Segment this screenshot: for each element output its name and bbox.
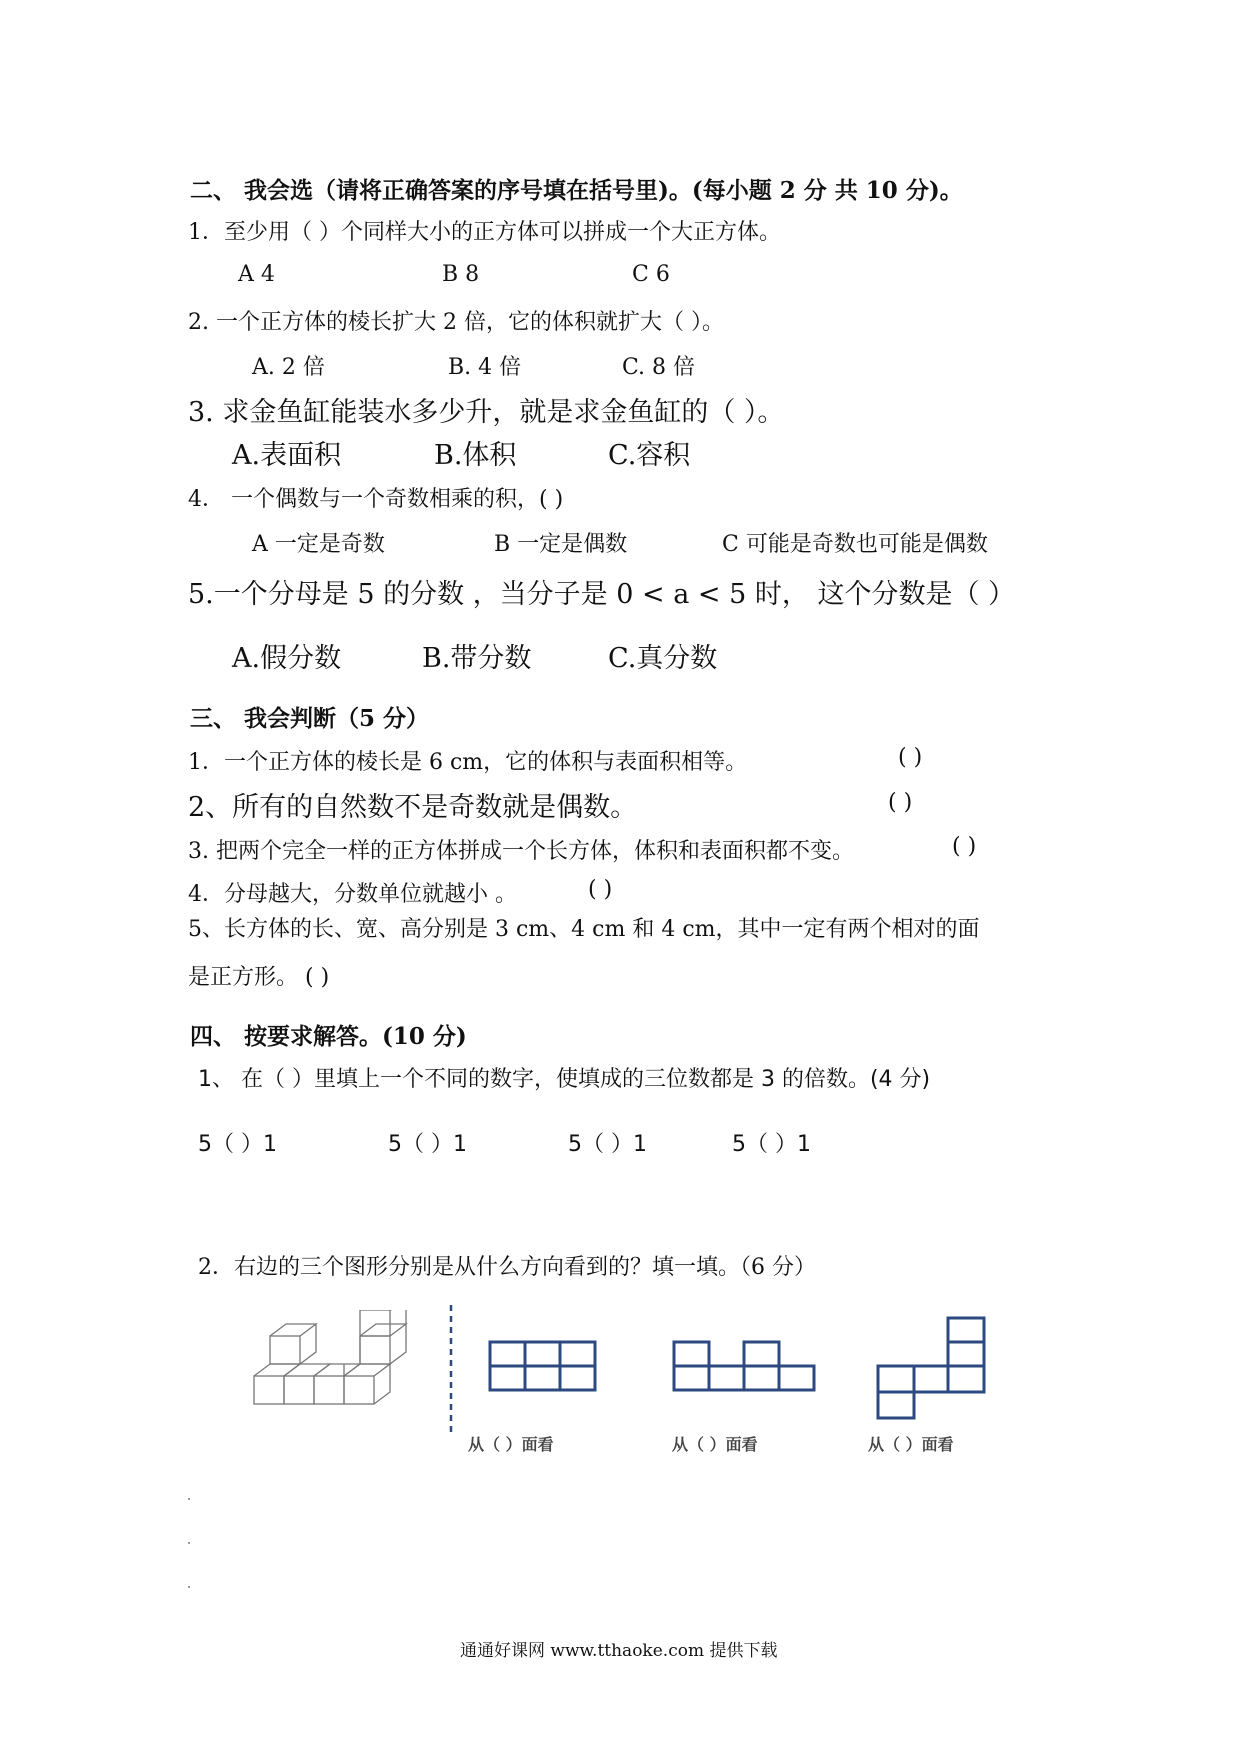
judge-5-text: 5、长方体的长、宽、高分别是 3 cm、4 cm 和 4 cm，其中一定有两个相对的面 — [188, 917, 980, 942]
view-square — [674, 1366, 709, 1390]
view-square — [525, 1366, 560, 1390]
judge-4-text: 4．分母越大，分数单位就越小 。 — [188, 882, 517, 907]
view-square — [948, 1366, 984, 1392]
view-caption-2: 从（ ）面看 — [672, 1435, 758, 1454]
section2-heading: 二、 我会选（请将正确答案的序号填在括号里)。(每小题 2 分 共 10 分)。 — [190, 177, 963, 204]
view-figure-2 — [672, 1340, 820, 1394]
view-caption-3: 从（ ）面看 — [868, 1435, 954, 1454]
q2-1-option-c: C 6 — [632, 262, 670, 287]
judge-5-continuation: 是正方形。 ( ) — [188, 965, 330, 990]
q2-2-option-b: B. 4 倍 — [448, 355, 522, 380]
cube-stack-figure — [248, 1310, 418, 1410]
judge-3-text: 3. 把两个完全一样的正方体拼成一个长方体，体积和表面积都不变。 — [188, 839, 854, 864]
view-square — [948, 1318, 984, 1342]
q2-1-text: 1．至少用（ ）个同样大小的正方体可以拼成一个大正方体。 — [188, 220, 781, 245]
view-square — [779, 1366, 814, 1390]
fill-blank-2: 5（ ）1 — [388, 1132, 467, 1157]
fill-blank-4: 5（ ）1 — [732, 1132, 811, 1157]
view-square — [744, 1366, 779, 1390]
view-square — [948, 1342, 984, 1366]
q2-2-text: 2. 一个正方体的棱长扩大 2 倍，它的体积就扩大（ ）。 — [188, 310, 724, 335]
judge-3-bracket: ( ) — [952, 834, 977, 859]
cube-face — [360, 1336, 390, 1364]
cube-face — [284, 1376, 314, 1404]
judge-4-bracket: ( ) — [588, 877, 613, 902]
view-square — [744, 1342, 779, 1366]
view-figure-3 — [876, 1316, 992, 1422]
q2-5-text: 5.一个分母是 5 的分数 ，当分子是 0 < a < 5 时， 这个分数是（ ） — [188, 579, 1016, 610]
cube-face — [314, 1376, 344, 1404]
judge-2-text: 2、所有的自然数不是奇数就是偶数。 — [188, 792, 638, 823]
view-square — [490, 1366, 525, 1390]
view-figure-1 — [488, 1340, 600, 1394]
view-square — [914, 1366, 948, 1392]
view-square — [525, 1342, 560, 1366]
view-square — [878, 1366, 914, 1392]
views-question-text: 2．右边的三个图形分别是从什么方向看到的？填一填。（6 分） — [198, 1255, 816, 1280]
q2-4-option-c: C 可能是奇数也可能是偶数 — [722, 532, 988, 557]
q2-3-text: 3. 求金鱼缸能装水多少升，就是求金鱼缸的（ ）。 — [188, 397, 785, 428]
fill-blank-1: 5（ ）1 — [198, 1132, 277, 1157]
q2-1-option-b: B 8 — [442, 262, 480, 287]
view-square — [560, 1366, 595, 1390]
section4-heading: 四、 按要求解答。(10 分) — [190, 1023, 467, 1050]
cube-face — [344, 1376, 374, 1404]
q2-4-option-b: B 一定是偶数 — [494, 532, 628, 557]
q2-5-option-c: C.真分数 — [608, 643, 718, 674]
view-square — [674, 1342, 709, 1366]
fill-question-text: 1、 在（ ）里填上一个不同的数字，使填成的三位数都是 3 的倍数。(4 分) — [198, 1067, 931, 1092]
q2-3-option-a: A.表面积 — [232, 440, 342, 471]
view-square — [560, 1342, 595, 1366]
fill-blank-3: 5（ ）1 — [568, 1132, 647, 1157]
view-square — [490, 1342, 525, 1366]
judge-1-text: 1．一个正方体的棱长是 6 cm，它的体积与表面积相等。 — [188, 750, 748, 775]
judge-2-bracket: ( ) — [888, 790, 913, 815]
scan-dot — [188, 1542, 190, 1544]
q2-4-option-a: A 一定是奇数 — [252, 532, 385, 557]
q2-3-option-b: B.体积 — [434, 440, 517, 471]
q2-2-option-a: A. 2 倍 — [252, 355, 325, 380]
judge-1-bracket: ( ) — [898, 745, 923, 770]
section3-heading: 三、 我会判断（5 分） — [190, 705, 430, 732]
cube-face — [254, 1376, 284, 1404]
view-square — [709, 1366, 744, 1390]
q2-4-text: 4． 一个偶数与一个奇数相乘的积，( ) — [188, 487, 564, 512]
q2-1-option-a: A 4 — [238, 262, 275, 287]
footer-text: 通通好课网 www.tthaoke.com 提供下载 — [460, 1641, 778, 1661]
view-square — [878, 1392, 914, 1418]
scan-dot — [188, 1586, 190, 1588]
q2-5-option-a: A.假分数 — [232, 643, 342, 674]
q2-5-option-b: B.带分数 — [422, 643, 532, 674]
cube-face — [270, 1336, 300, 1364]
scan-dot — [188, 1498, 190, 1500]
dashed-separator — [448, 1305, 454, 1435]
q2-2-option-c: C. 8 倍 — [622, 355, 696, 380]
view-caption-1: 从（ ）面看 — [468, 1435, 554, 1454]
q2-3-option-c: C.容积 — [608, 440, 691, 471]
